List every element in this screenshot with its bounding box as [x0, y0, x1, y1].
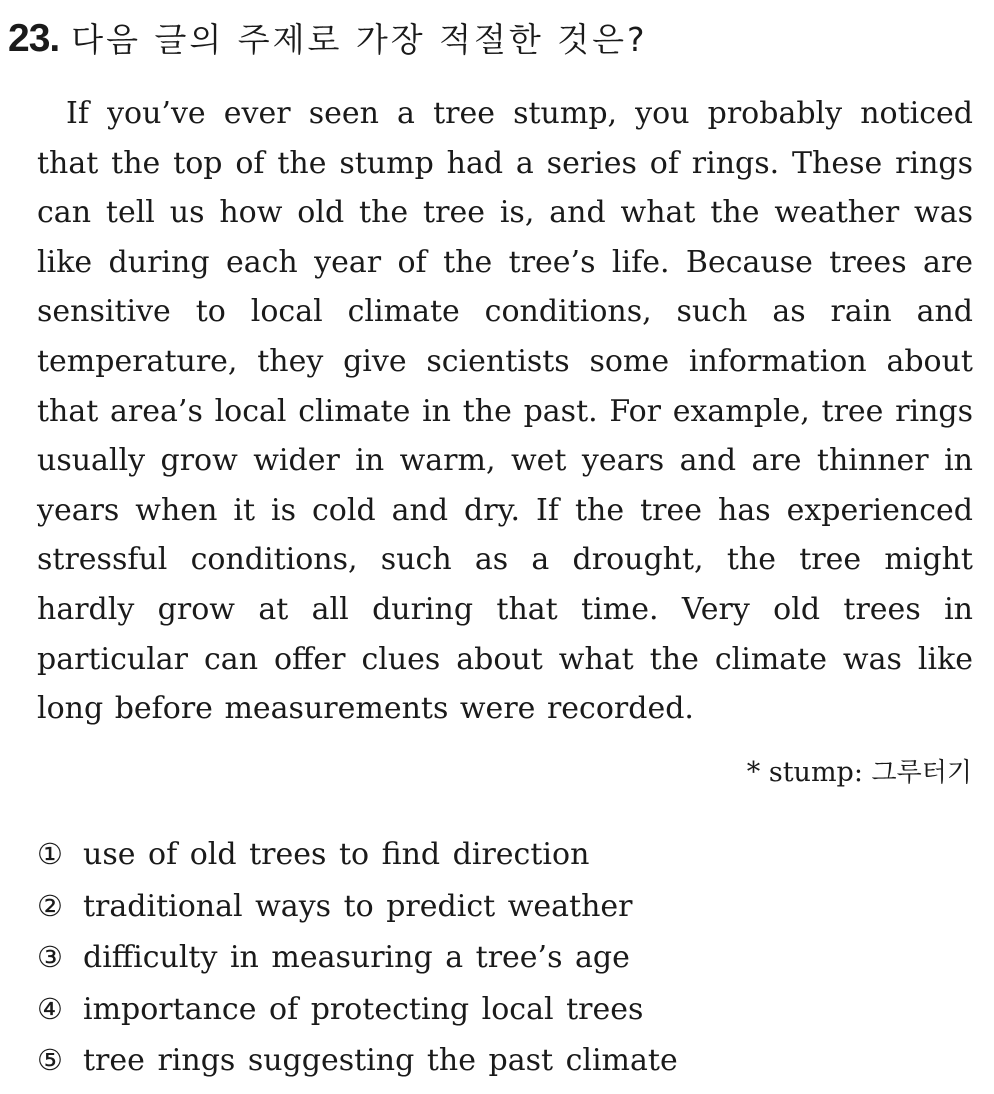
footnote-term: * stump:: [746, 757, 863, 788]
answer-option-1[interactable]: [37, 829, 977, 881]
option-marker: ⑤: [37, 1043, 63, 1077]
footnote-gloss: 그루터기: [871, 758, 972, 788]
option-text: tree rings suggesting the past climate: [83, 1043, 678, 1078]
answer-option-5[interactable]: [37, 1035, 977, 1087]
passage-text: If you’ve ever seen a tree stump, you probably noticed that the top of the stump had a series of rings. These rings can tell us how old the tree is, and what the weather was like during each year of the tree’s life. Because trees are sensitive to local climate conditions, such as rain and temperature, they give scientists some information about that area’s local climate in the past. For example, tree rings usually grow wider in warm, wet years and are thinner in years when it is cold and dry. If the tree has experienced stressful conditions, such as a drought, the tree might hardly grow at all during that time. Very old trees in particular can offer clues about what the climate was like long before measurements were recorded.: [37, 96, 973, 727]
option-text: importance of protecting local trees: [83, 991, 644, 1027]
footnote: [747, 752, 972, 789]
option-marker: ②: [37, 888, 63, 923]
option-text: traditional ways to predict weather: [83, 888, 633, 924]
option-text: use of old trees to find direction: [83, 837, 590, 872]
option-text: difficulty in measuring a tree’s age: [83, 940, 630, 975]
option-marker: ④: [37, 991, 63, 1026]
option-marker: ③: [37, 940, 63, 974]
option-marker: ①: [37, 837, 63, 871]
answer-option-2[interactable]: [37, 881, 977, 933]
answer-option-4[interactable]: [37, 984, 977, 1036]
question-number: 23.: [8, 17, 60, 60]
answer-options: [37, 829, 977, 1087]
answer-option-3[interactable]: [37, 932, 977, 984]
question-header: [8, 14, 988, 74]
question-prompt: 다음 글의 주제로 가장 적절한 것은?: [71, 20, 648, 59]
